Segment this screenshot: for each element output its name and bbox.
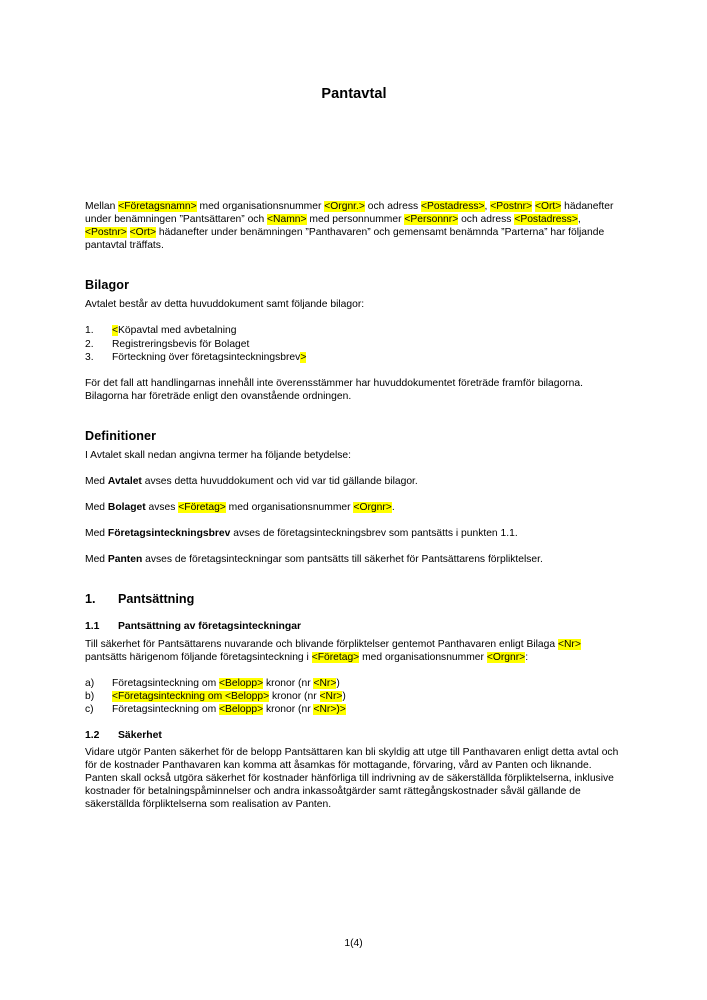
definition-panten — [85, 553, 623, 566]
placeholder-personnr: <Personnr> — [404, 214, 459, 226]
placeholder-belopp-c: <Belopp> — [219, 703, 264, 715]
list-item — [85, 703, 623, 716]
definition-prefix: Med — [85, 476, 108, 488]
spacer — [85, 514, 623, 527]
bilagor-closing-paragraph: För det fall att handlingarnas innehåll inte överensstämmer har huvuddokumentet företräde framför bilagorna. Bilagorna har företräde enligt den ovanstående ordningen. — [85, 377, 583, 402]
list-item-lead: Företagsinteckning om — [112, 703, 220, 715]
placeholder-belopp-b: <Belopp> — [225, 690, 270, 702]
definitioner-lead: I Avtalet skall nedan angivna termer ha följande betydelse: — [85, 449, 351, 461]
placeholder-orgnr-1: <Orgnr.> — [324, 201, 365, 212]
placeholder-nr-b: <Nr> — [319, 690, 343, 702]
placeholder-namn: <Namn> — [267, 214, 307, 226]
list-marker: 3. — [85, 351, 94, 363]
heading-section-1-1 — [85, 620, 623, 633]
definition-term: Avtalet — [107, 476, 142, 488]
definition-prefix: Med — [85, 502, 108, 514]
list-item-mid: kronor (nr — [263, 677, 314, 689]
definition-avtalet — [85, 475, 623, 488]
definition-term: Panten — [107, 554, 143, 566]
definition-body: avses detta huvuddokument och vid var tid gällande bilagor. — [141, 476, 418, 488]
intro-text-7: med personnummer — [306, 214, 405, 226]
list-item — [85, 351, 623, 364]
list-marker: 2. — [85, 338, 94, 350]
spacer — [85, 607, 623, 620]
definition-bolaget — [85, 501, 623, 514]
list-item-tail: ) — [336, 677, 340, 689]
definition-body: avses de företagsinteckningsbrev som pantsätts i punkten 1.1. — [230, 528, 518, 540]
spacer — [85, 252, 623, 278]
placeholder-postnr-1: <Postnr> — [490, 201, 533, 212]
spacer — [85, 664, 623, 677]
subsection-number: 1.2 — [85, 729, 100, 741]
bilagor-list — [85, 324, 623, 363]
spacer — [85, 364, 623, 377]
placeholder-foretagsnamn: <Företagsnamn> — [118, 201, 197, 212]
intro-text-9: , — [577, 214, 581, 226]
list-item-tail: ) — [342, 690, 346, 702]
placeholder-orgnr-2: <Orgnr> — [353, 502, 392, 514]
placeholder-nr-bilaga: <Nr> — [557, 638, 581, 650]
spacer — [85, 566, 623, 592]
list-marker: a) — [85, 677, 95, 689]
list-item — [85, 338, 623, 351]
definition-body-3: . — [391, 502, 395, 514]
subsection-number: 1.1 — [85, 621, 100, 633]
list-item-lead: Företagsinteckning om — [112, 677, 220, 689]
placeholder-postadress-1: <Postadress> — [421, 201, 485, 212]
spacer — [85, 488, 623, 501]
list-item-label: Registreringsbevis för Bolaget — [112, 338, 250, 350]
intro-text-2: med organisationsnummer — [196, 201, 325, 212]
definition-body-2: med organisationsnummer — [225, 502, 354, 514]
heading-definitioner: Definitioner — [85, 428, 157, 443]
definition-body: avses de företagsinteckningar som pantsätts till säkerhet för Pantsättarens förpliktelser. — [142, 554, 543, 566]
placeholder-foretag-1: <Företag> — [178, 502, 226, 514]
spacer — [85, 540, 623, 553]
definition-prefix: Med — [85, 554, 108, 566]
intro-text-11: hädanefter under benämningen ”Panthavaren” och gemensamt benämnda ”Parterna” har följande pantavtal träffats. — [85, 227, 605, 252]
paragraph-text-2: pantsätts härigenom följande företagsinteckning i — [85, 651, 312, 663]
paragraph-text-4: : — [525, 651, 529, 663]
placeholder-foretag-2: <Företag> — [311, 651, 360, 663]
placeholder-ort-1: <Ort> — [534, 201, 562, 212]
placeholder-nr-a: <Nr> — [313, 677, 337, 689]
inteckning-list — [85, 677, 623, 716]
definition-foretagsinteckningsbrev — [85, 527, 623, 540]
heading-bilagor: Bilagor — [85, 278, 130, 293]
placeholder-nr-c: <Nr>)> — [313, 703, 346, 715]
list-item — [85, 677, 623, 690]
subsection-title: Pantsättning av företagsinteckningar — [118, 621, 302, 633]
bilagor-lead: Avtalet består av detta huvuddokument samt följande bilagor: — [85, 299, 365, 311]
placeholder-close-bracket: > — [300, 351, 307, 363]
spacer — [85, 462, 623, 475]
section-number: 1. — [85, 592, 96, 607]
list-marker: 1. — [85, 325, 94, 337]
paragraph-text-3: med organisationsnummer — [359, 651, 487, 663]
paragraph-text-1: Till säkerhet för Pantsättarens nuvarande och blivande förpliktelser gentemot Panthavaren enligt Bilaga — [85, 638, 558, 650]
placeholder-orgnr-3: <Orgnr> — [486, 651, 526, 663]
placeholder-postadress-2: <Postadress> — [514, 214, 578, 226]
spacer — [85, 403, 623, 429]
definition-term: Företagsinteckningsbrev — [107, 528, 231, 540]
placeholder-open-bracket: < — [112, 325, 119, 337]
intro-text-4: , — [484, 201, 491, 212]
list-item-label: Köpavtal med avbetalning — [118, 325, 237, 337]
intro-text-6: hädanefter under benämningen ”Pantsättaren” och — [85, 201, 614, 226]
subsection-title: Säkerhet — [118, 729, 162, 741]
section-1-1-paragraph — [85, 638, 623, 664]
list-item — [85, 690, 623, 703]
page-footer: 1(4) — [344, 938, 363, 949]
list-marker: b) — [85, 690, 95, 702]
list-item-mid: kronor (nr — [263, 703, 314, 715]
heading-section-1-2 — [85, 729, 623, 742]
page-title: Pantavtal — [321, 86, 387, 102]
intro-text-1: Mellan — [85, 201, 119, 212]
list-item-mid: kronor (nr — [269, 690, 320, 702]
list-item-label: Förteckning över företagsinteckningsbrev — [112, 351, 301, 363]
spacer — [85, 311, 623, 324]
definition-term: Bolaget — [107, 502, 146, 514]
section-1-2-paragraph: Vidare utgör Panten säkerhet för de belopp Pantsättaren kan bli skyldig att utge till Panthavaren enligt detta avtal och för de kostnader Panthavaren kan komma att åsamkas för mottagande, förvaring, vård av Panten och liknande. Panten skall också utgöra säkerhet för kostnader hänförliga till indrivning av de säkerställda förpliktelserna, inklusive kostnader för betalningspåminnelser och andra inkassoåtgärder samt rättegångskostnader såväl gällande de säkerställda förpliktelserna som realisation av Panten. — [85, 747, 619, 811]
placeholder-belopp-a: <Belopp> — [219, 677, 264, 689]
document-body — [85, 200, 623, 812]
definition-body-1: avses — [145, 502, 179, 514]
intro-paragraph — [85, 200, 623, 252]
list-item — [85, 324, 623, 337]
placeholder-postnr-2: <Postnr> — [85, 227, 127, 239]
definition-prefix: Med — [85, 528, 108, 540]
section-title: Pantsättning — [118, 592, 195, 607]
intro-text-3: och adress — [364, 201, 421, 212]
intro-text-8: och adress — [458, 214, 515, 226]
heading-section-1 — [85, 592, 623, 607]
placeholder-lead-b: <Företagsinteckning om — [112, 690, 226, 702]
placeholder-ort-2: <Ort> — [129, 227, 156, 239]
list-marker: c) — [85, 703, 94, 715]
spacer — [85, 716, 623, 729]
